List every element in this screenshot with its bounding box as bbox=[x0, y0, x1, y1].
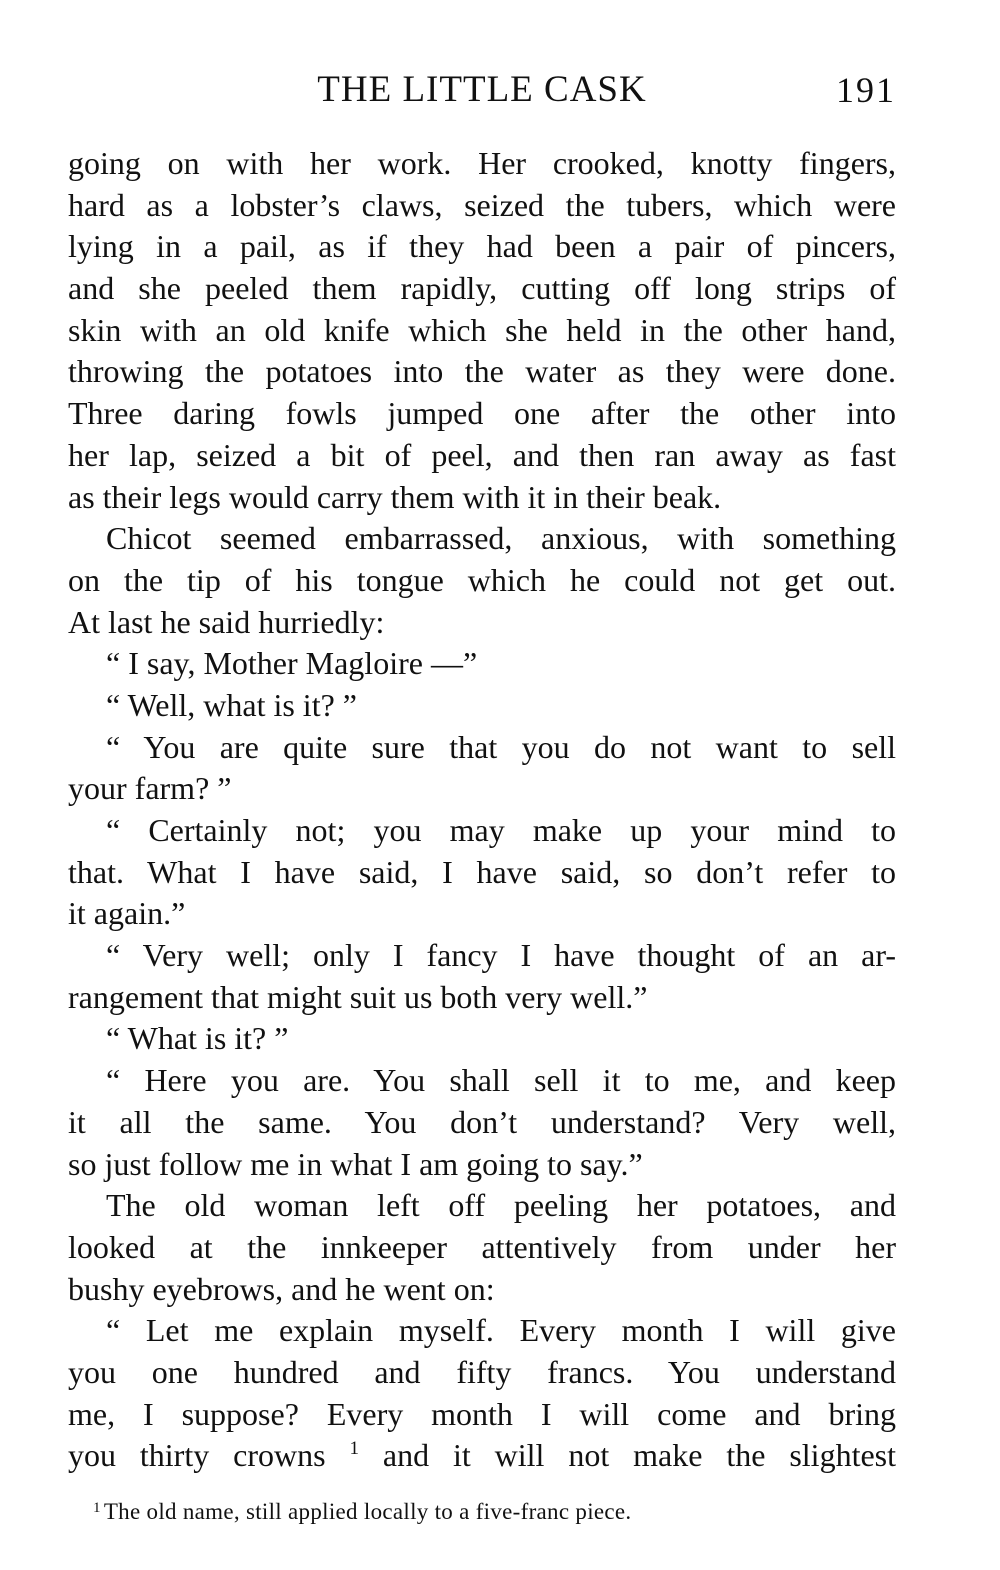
text-line: it all the same. You don’t understand? Very well, bbox=[68, 1103, 896, 1140]
text-line-part: and it will not make the slightest bbox=[382, 1437, 897, 1474]
text-line: as their legs would carry them with it in their beak. bbox=[68, 478, 722, 515]
text-line: your farm? ” bbox=[68, 770, 232, 807]
text-line: “ I say, Mother Magloire —” bbox=[106, 645, 478, 682]
text-line: At last he said hurriedly: bbox=[68, 603, 385, 640]
text-line: me, I suppose? Every month I will come and bring bbox=[68, 1395, 896, 1432]
text-line: “ Very well; only I fancy I have thought of an ar- bbox=[106, 937, 896, 974]
body-text bbox=[68, 143, 896, 1477]
text-line bbox=[68, 1435, 896, 1477]
footnote-marker: 1 bbox=[93, 1500, 101, 1516]
text-line: bushy eyebrows, and he went on: bbox=[68, 1270, 495, 1307]
text-line: you one hundred and fifty francs. You understand bbox=[68, 1353, 896, 1390]
text-line: hard as a lobster’s claws, seized the tubers, which were bbox=[68, 186, 896, 223]
text-line: her lap, seized a bit of peel, and then ran away as fast bbox=[68, 436, 896, 473]
text-line: The old woman left off peeling her potatoes, and bbox=[106, 1187, 896, 1224]
text-line: throwing the potatoes into the water as they were done. bbox=[68, 353, 896, 390]
running-head bbox=[68, 66, 896, 114]
text-line: “ Let me explain myself. Every month I will give bbox=[106, 1312, 896, 1349]
text-line: “ Certainly not; you may make up your mind to bbox=[106, 812, 896, 848]
text-line: it again.” bbox=[68, 895, 186, 932]
footnote-text: The old name, still applied locally to a five-franc piece. bbox=[103, 1499, 632, 1524]
text-line: “ Well, what is it? ” bbox=[106, 686, 357, 723]
text-line: so just follow me in what I am going to say.” bbox=[68, 1145, 643, 1182]
text-line: Chicot seemed embarrassed, anxious, with something bbox=[106, 520, 896, 557]
text-line: “ You are quite sure that you do not want to sell bbox=[106, 728, 896, 765]
running-title: THE LITTLE CASK bbox=[317, 69, 647, 110]
page-number: 191 bbox=[836, 70, 896, 110]
text-line: rangement that might suit us both very well.” bbox=[68, 978, 648, 1015]
text-line: lying in a pail, as if they had been a pair of pincers, bbox=[68, 228, 896, 265]
text-line: Three daring fowls jumped one after the other into bbox=[68, 395, 896, 432]
text-line-part: you thirty crowns bbox=[68, 1437, 326, 1474]
text-line: “ Here you are. You shall sell it to me, and keep bbox=[106, 1062, 896, 1099]
footnote bbox=[93, 1496, 631, 1528]
text-line: that. What I have said, I have said, so don’t refer to bbox=[68, 853, 896, 890]
text-line: looked at the innkeeper attentively from under her bbox=[68, 1228, 896, 1265]
text-line: and she peeled them rapidly, cutting off long strips of bbox=[68, 270, 896, 307]
text-line: on the tip of his tongue which he could not get out. bbox=[68, 561, 896, 598]
footnote-reference: 1 bbox=[349, 1438, 359, 1460]
text-line: skin with an old knife which she held in the other hand, bbox=[68, 311, 896, 348]
text-line: “ What is it? ” bbox=[106, 1020, 289, 1057]
text-line: going on with her work. Her crooked, knotty fingers, bbox=[68, 145, 896, 181]
